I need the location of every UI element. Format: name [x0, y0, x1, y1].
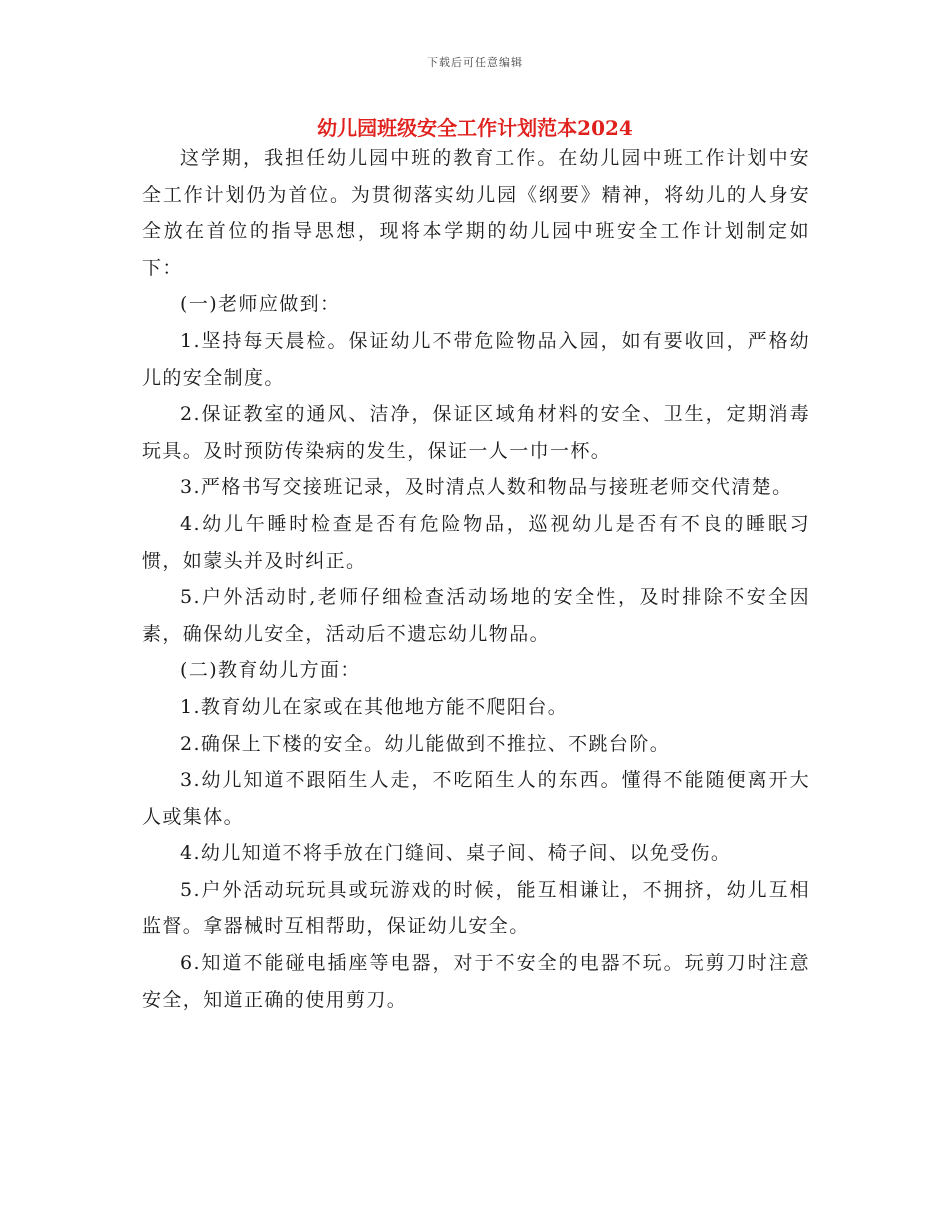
list-item: 6.知道不能碰电插座等电器，对于不安全的电器不玩。玩剪刀时注意安全，知道正确的使用剪刀。	[142, 952, 810, 1011]
list-item: 2.确保上下楼的安全。幼儿能做到不推拉、不跳台阶。	[180, 732, 671, 755]
section-heading-children: (二)教育幼儿方面：	[180, 659, 361, 682]
header-note: 下载后可任意编辑	[427, 56, 523, 69]
list-item: 3.幼儿知道不跟陌生人走，不吃陌生人的东西。懂得不能随便离开大人或集体。	[142, 769, 810, 828]
intro-paragraph: 这学期，我担任幼儿园中班的教育工作。在幼儿园中班工作计划中安全工作计划仍为首位。为贯彻落实幼儿园《纲要》精神，将幼儿的人身安全放在首位的指导思想，现将本学期的幼儿园中班安全工作计划制定如下：	[142, 147, 810, 279]
list-item: 4.幼儿午睡时检查是否有危险物品，巡视幼儿是否有不良的睡眠习惯，如蒙头并及时纠正。	[142, 512, 810, 572]
section-heading-teachers: (一)老师应做到：	[180, 293, 341, 316]
list-item: 5.户外活动玩玩具或玩游戏的时候，能互相谦让，不拥挤，幼儿互相监督。拿器械时互相帮助，保证幼儿安全。	[142, 878, 810, 938]
document-body	[142, 140, 810, 1018]
list-item: 3.严格书写交接班记录，及时清点人数和物品与接班老师交代清楚。	[180, 476, 793, 499]
list-item: 1.教育幼儿在家或在其他地方能不爬阳台。	[180, 695, 569, 718]
document-title: 幼儿园班级安全工作计划范本2024	[317, 116, 633, 140]
list-item: 4.幼儿知道不将手放在门缝间、桌子间、椅子间、以免受伤。	[180, 842, 732, 865]
list-item: 5.户外活动时,老师仔细检查活动场地的安全性，及时排除不安全因素，确保幼儿安全，活动后不遗忘幼儿物品。	[142, 586, 810, 645]
list-item: 1.坚持每天晨检。保证幼儿不带危险物品入园，如有要收回，严格幼儿的安全制度。	[142, 329, 810, 389]
list-item: 2.保证教室的通风、洁净，保证区域角材料的安全、卫生，定期消毒玩具。及时预防传染病的发生，保证一人一巾一杯。	[142, 403, 810, 462]
